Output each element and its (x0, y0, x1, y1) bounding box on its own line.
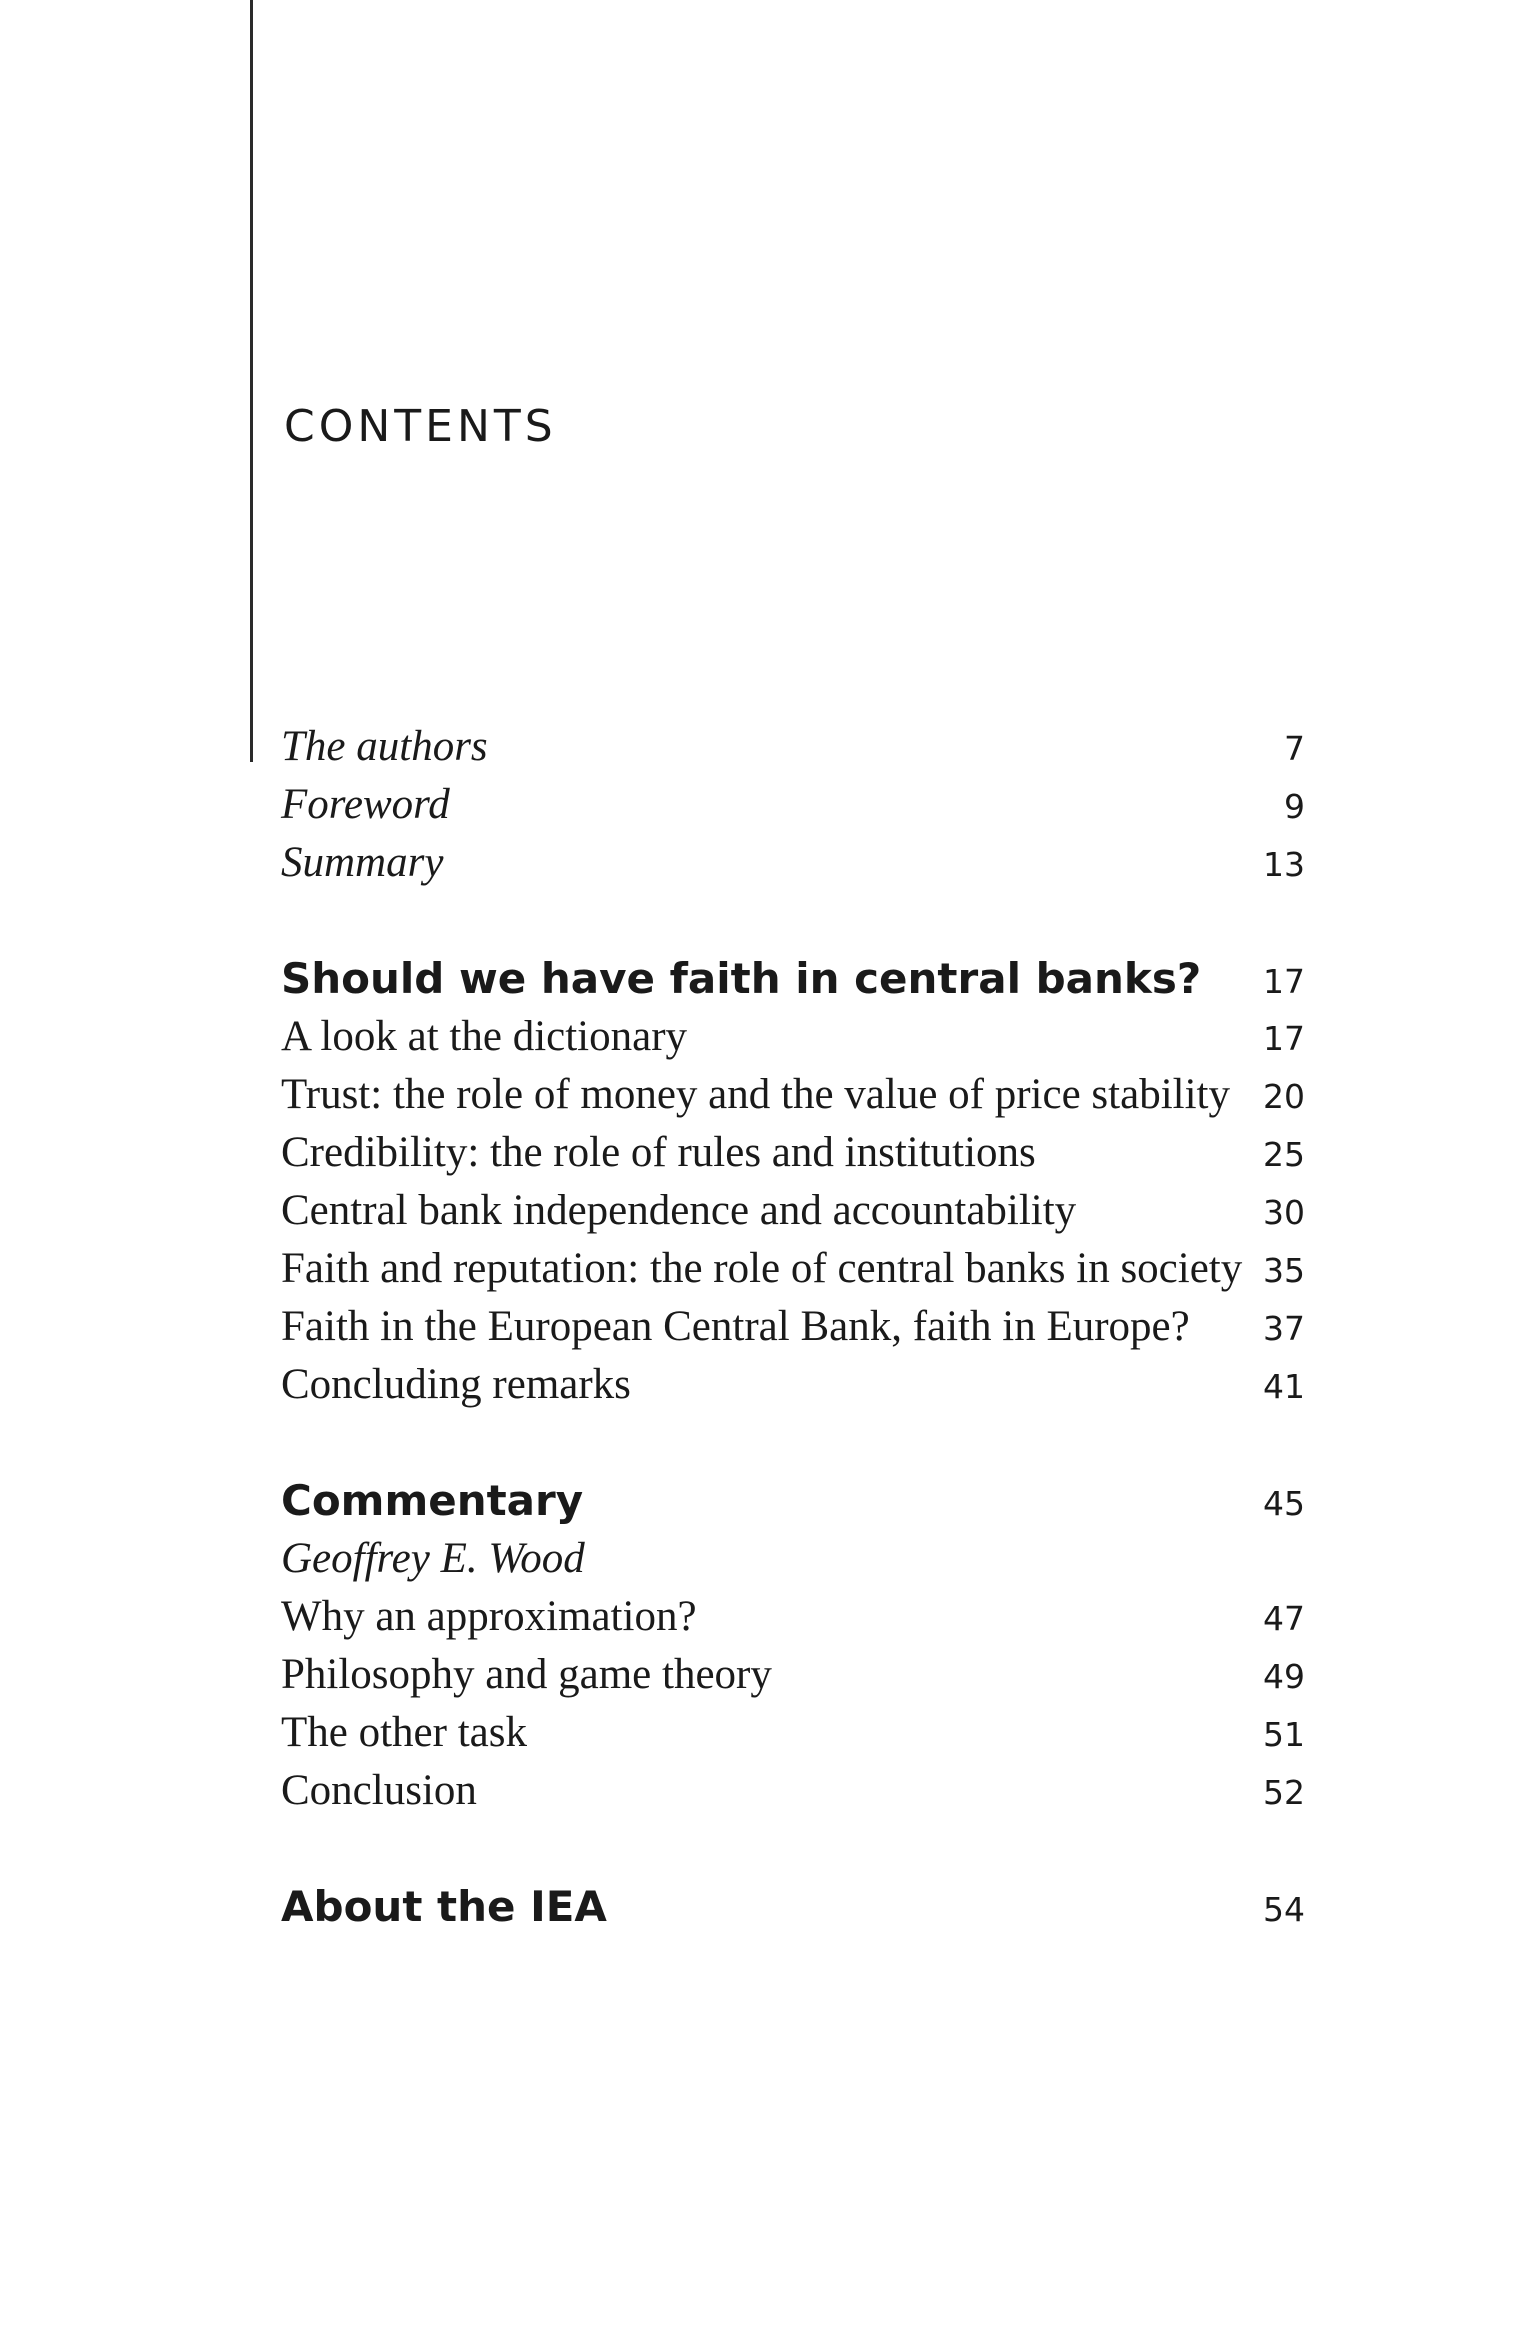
toc-entry[interactable] (281, 1124, 1305, 1182)
toc-page-number: 17 (1263, 962, 1305, 1001)
toc-section-commentary[interactable] (281, 1472, 1305, 1530)
toc-entry-title: Concluding remarks (281, 1361, 631, 1408)
toc-page-number: 45 (1263, 1484, 1305, 1523)
toc-section-heading: Should we have faith in central banks? (281, 954, 1202, 1003)
toc-entry-title: Conclusion (281, 1767, 477, 1814)
toc-entry-title: Philosophy and game theory (281, 1651, 772, 1698)
toc-page-number: 25 (1263, 1135, 1305, 1174)
toc-entry[interactable] (281, 1356, 1305, 1414)
toc-entry-title: The other task (281, 1709, 527, 1756)
toc-page-number: 7 (1284, 729, 1305, 768)
toc-section-heading: Commentary (281, 1476, 584, 1525)
toc-entry[interactable] (281, 1646, 1305, 1704)
toc-page-number: 20 (1263, 1077, 1305, 1116)
toc-entry-title: Central bank independence and accountability (281, 1187, 1077, 1234)
toc-author-line (281, 1530, 1305, 1588)
toc-page-number: 35 (1263, 1251, 1305, 1290)
toc-entry-summary[interactable] (281, 834, 1305, 892)
toc-entry-authors[interactable] (281, 718, 1305, 776)
toc-entry[interactable] (281, 1298, 1305, 1356)
commentary-author: Geoffrey E. Wood (281, 1535, 585, 1582)
toc-page-number: 49 (1263, 1657, 1305, 1696)
toc-entry[interactable] (281, 1008, 1305, 1066)
toc-entry-foreword[interactable] (281, 776, 1305, 834)
toc-entry-title: Faith and reputation: the role of central banks in society (281, 1245, 1243, 1292)
toc-entry[interactable] (281, 1066, 1305, 1124)
toc-page-number: 47 (1263, 1599, 1305, 1638)
toc-page-number: 30 (1263, 1193, 1305, 1232)
toc-page-number: 41 (1263, 1367, 1305, 1406)
page-title: CONTENTS (284, 401, 557, 452)
table-of-contents (281, 718, 1305, 1936)
toc-section-faith-in-central-banks[interactable] (281, 950, 1305, 1008)
toc-page-number: 37 (1263, 1309, 1305, 1348)
toc-section-about-iea[interactable] (281, 1878, 1305, 1936)
toc-page-number: 54 (1263, 1890, 1305, 1929)
toc-entry[interactable] (281, 1240, 1305, 1298)
toc-page-number: 52 (1263, 1773, 1305, 1812)
toc-entry-title: Why an approximation? (281, 1593, 697, 1640)
toc-section-heading: About the IEA (281, 1882, 607, 1931)
toc-entry[interactable] (281, 1704, 1305, 1762)
toc-page-number: 9 (1284, 787, 1305, 826)
toc-entry[interactable] (281, 1762, 1305, 1820)
toc-page-number: 17 (1263, 1019, 1305, 1058)
toc-entry-title: A look at the dictionary (281, 1013, 688, 1060)
toc-page-number: 13 (1263, 845, 1305, 884)
toc-page-number: 51 (1263, 1715, 1305, 1754)
toc-entry[interactable] (281, 1182, 1305, 1240)
toc-entry-title: Summary (281, 839, 444, 886)
toc-entry-title: Trust: the role of money and the value of price stability (281, 1071, 1230, 1118)
toc-entry-title: Credibility: the role of rules and institutions (281, 1129, 1036, 1176)
toc-entry-title: The authors (281, 723, 488, 770)
toc-entry[interactable] (281, 1588, 1305, 1646)
toc-entry-title: Foreword (281, 781, 450, 828)
left-margin-rule (250, 0, 253, 762)
toc-entry-title: Faith in the European Central Bank, faith in Europe? (281, 1303, 1190, 1350)
